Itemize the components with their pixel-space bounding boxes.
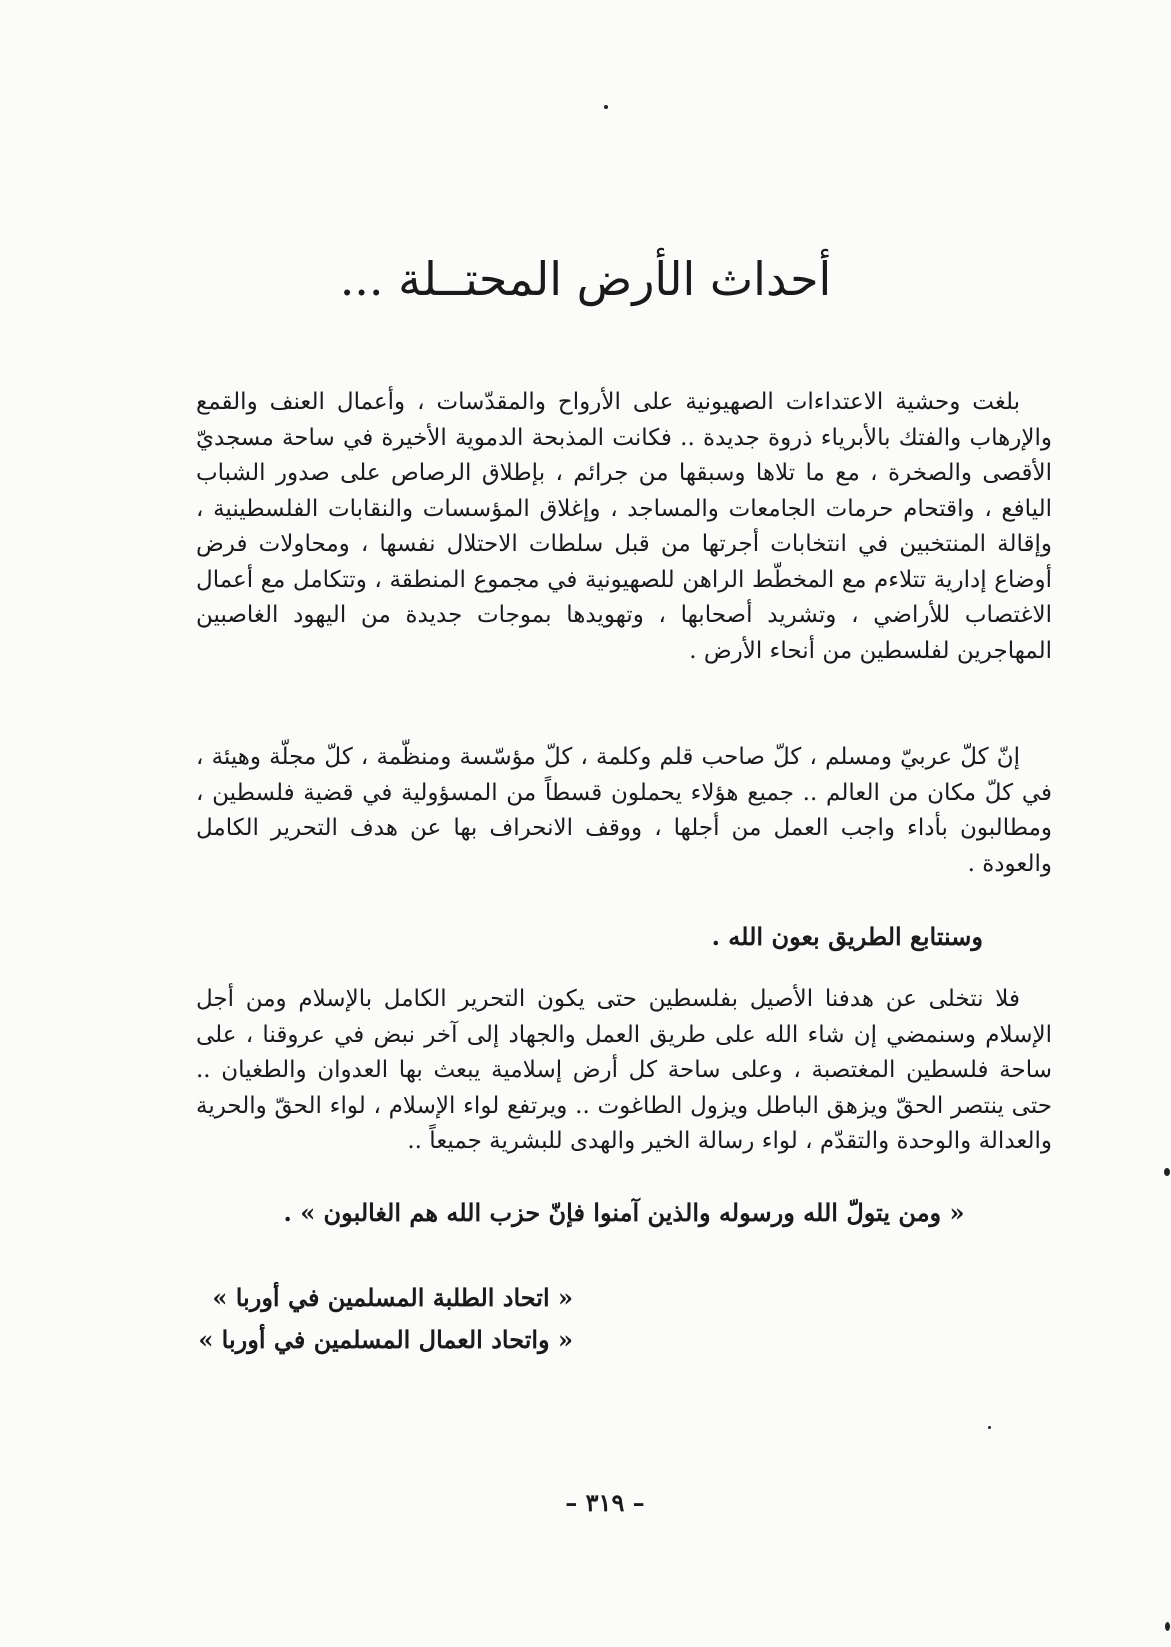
article-title: أحداث الأرض المحتــلة ... <box>339 252 832 306</box>
page-number: – ٣١٩ – <box>565 1488 645 1517</box>
signature-students-union: « اتحاد الطلبة المسلمين في أوربا » <box>212 1283 573 1312</box>
body-paragraph-2: إنّ كلّ عربيّ ومسلم ، كلّ صاحب قلم وكلمة ، كلّ مؤسّسة ومنظّمة ، كلّ مجلّة وهيئة ، في كلّ مكان من العالم .. جميع هؤلاء يحملون قسطاً من المسؤولية في قضية فلسطين ، ومطالبون بأداء واجب العمل من أجلها ، ووقف الانحراف بها عن هدف التحرير الكامل والعودة . <box>196 744 1052 877</box>
scan-speck <box>988 1426 991 1429</box>
resolve-statement: وسنتابع الطريق بعون الله . <box>711 922 983 951</box>
scan-speck <box>1165 1622 1170 1631</box>
body-paragraph-1: بلغت وحشية الاعتداءات الصهيونية على الأرواح والمقدّسات ، وأعمال العنف والقمع والإرهاب والفتك بالأبرياء ذروة جديدة .. فكانت المذبحة الدموية الأخيرة في ساحة مسجديّ الأقصى والصخرة ، مع ما تلاها وسبقها من جرائم ، بإطلاق الرصاص على صدور الشباب اليافع ، واقتحام حرمات الجامعات والمساجد ، وإغلاق المؤسسات والنقابات الفلسطينية ، وإقالة المنتخبين في انتخابات أجرتها من قبل سلطات الاحتلال نفسها ، ومحاولات فرض أوضاع إدارية تتلاءم مع المخطّط الراهن للصهيونية في مجموع المنطقة ، وتتكامل مع أعمال الاغتصاب للأراضي ، وتشريد أصحابها ، وتهويدها بموجات جديدة من اليهود الغاصبين المهاجرين لفلسطين من أنحاء الأرض . <box>196 389 1053 664</box>
scan-speck <box>1164 1168 1170 1176</box>
signature-workers-union: « واتحاد العمال المسلمين في أوربا » <box>198 1325 573 1354</box>
scan-speck <box>604 105 608 109</box>
quran-verse: « ومن يتولّ الله ورسوله والذين آمنوا فإنّ حزب الله هم الغالبون » . <box>283 1198 965 1227</box>
body-paragraph-3: فلا نتخلى عن هدفنا الأصيل بفلسطين حتى يكون التحرير الكامل بالإسلام ومن أجل الإسلام وسنمضي إن شاء الله على طريق العمل والجهاد إلى آخر نبض في عروقنا ، على ساحة فلسطين المغتصبة ، وعلى ساحة كل أرض إسلامية يبعث بها العدوان والطغيان .. حتى ينتصر الحقّ ويزهق الباطل ويزول الطاغوت .. ويرتفع لواء الإسلام ، لواء الحقّ والحرية والعدالة والوحدة والتقدّم ، لواء رسالة الخير والهدى للبشرية جميعاً .. <box>196 986 1052 1154</box>
